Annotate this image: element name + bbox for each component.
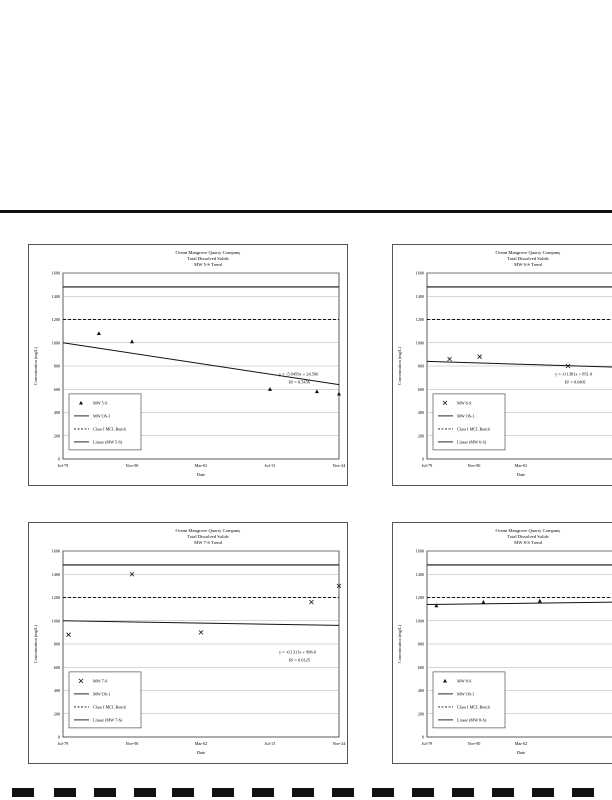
legend-label: MW OS-1 [457, 413, 475, 419]
y-tick-label: 1400 [415, 293, 424, 299]
data-point-marker [268, 387, 272, 391]
chart-mw5s [28, 244, 348, 486]
chart-mw7s [28, 522, 348, 764]
y-tick-label: 1200 [51, 317, 60, 323]
legend-label: MW 6-S [457, 400, 472, 406]
trend-r-squared: R² = 0.0491 [565, 379, 586, 385]
legend-label: Class I MCL Bench [93, 704, 127, 710]
y-tick-label: 0 [57, 456, 60, 462]
y-tick-label: 1000 [51, 340, 60, 346]
y-tick-label: 1000 [415, 340, 424, 346]
y-tick-label: 1200 [415, 317, 424, 323]
x-tick-label: Mar-02 [194, 463, 208, 468]
x-axis-label: Date [196, 472, 206, 477]
trendline [427, 602, 612, 604]
scan-edge-marks [0, 782, 612, 800]
trend-r-squared: R² = 0.0125 [289, 657, 310, 663]
legend-label: MW OS-1 [93, 691, 111, 697]
x-tick-label: Nov-24 [332, 463, 346, 468]
trend-r-squared: R² = 0.5456 [289, 379, 310, 385]
y-tick-label: 600 [53, 664, 60, 670]
data-point-marker [199, 630, 203, 634]
trend-equation: y = -5.0459x + 24,506 [279, 371, 319, 377]
trend-equation: y = -0.1311x + 996.0 [279, 649, 316, 655]
y-axis-label: Concentration (mg/L) [397, 624, 402, 664]
y-tick-label: 1400 [51, 571, 60, 577]
x-tick-label: Mar-02 [514, 463, 528, 468]
chart-subtitle: Total Dissolved Solids [187, 534, 229, 539]
y-tick-label: 200 [417, 433, 424, 439]
legend-label: Linear (MW 5-S) [93, 439, 123, 445]
x-tick-label: Nov-24 [332, 741, 346, 746]
legend-label: MW OS-1 [457, 691, 475, 697]
chart-subtitle: Total Dissolved Solids [507, 534, 549, 539]
x-tick-label: Jul-13 [264, 463, 276, 468]
y-tick-label: 400 [417, 688, 424, 694]
chart-title: Ocean Mangrove Quarry Company [495, 250, 561, 255]
trendline [63, 621, 339, 626]
x-axis-label: Date [516, 472, 526, 477]
chart-subtitle-trend: MW 6-S Trend [514, 262, 542, 267]
data-point-marker [97, 331, 101, 335]
data-point-marker [130, 339, 134, 343]
data-point-marker [67, 633, 71, 637]
y-tick-label: 0 [57, 734, 60, 740]
y-tick-label: 1600 [51, 270, 60, 276]
y-tick-label: 400 [53, 688, 60, 694]
y-tick-label: 200 [53, 433, 60, 439]
y-tick-label: 1000 [415, 618, 424, 624]
x-tick-label: Nov-90 [125, 741, 139, 746]
y-tick-label: 800 [417, 641, 424, 647]
x-tick-label: Jul-79 [57, 741, 69, 746]
legend-label: Class I MCL Bench [457, 704, 491, 710]
chart-subtitle-trend: MW 5-S Trend [194, 262, 222, 267]
x-tick-label: Jul-79 [57, 463, 69, 468]
y-tick-label: 1000 [51, 618, 60, 624]
y-tick-label: 1200 [415, 595, 424, 601]
data-point-marker [481, 600, 485, 604]
chart-mw8s [392, 522, 612, 764]
x-tick-label: Mar-02 [514, 741, 528, 746]
chart-subtitle-trend: MW 7-S Trend [194, 540, 222, 545]
y-tick-label: 800 [417, 363, 424, 369]
legend-label: MW 5-S [93, 400, 108, 406]
legend-label: Class I MCL Bench [93, 426, 127, 432]
data-point-marker [337, 392, 341, 396]
x-axis-label: Date [196, 750, 206, 755]
legend-label: Linear (MW 6-S) [457, 439, 487, 445]
legend-label: MW 8-S [457, 678, 472, 684]
x-axis-label: Date [516, 750, 526, 755]
y-tick-label: 400 [417, 410, 424, 416]
data-point-marker [309, 600, 313, 604]
chart-mw6s [392, 244, 612, 486]
data-point-marker [315, 389, 319, 393]
data-point-marker [448, 357, 452, 361]
legend-label: MW OS-1 [93, 413, 111, 419]
chart-subtitle: Total Dissolved Solids [507, 256, 549, 261]
y-tick-label: 1600 [51, 548, 60, 554]
trendline [427, 361, 612, 367]
y-tick-label: 0 [421, 734, 424, 740]
trendline [63, 343, 339, 385]
chart-title: Ocean Mangrove Quarry Company [175, 528, 241, 533]
x-tick-label: Jul-79 [421, 463, 433, 468]
y-tick-label: 600 [417, 386, 424, 392]
trend-equation: y = -0.1381x + 851.0 [555, 371, 593, 377]
chart-mw7s-svg [29, 523, 347, 763]
y-tick-label: 600 [417, 664, 424, 670]
legend-label: MW 7-S [93, 678, 108, 684]
y-tick-label: 800 [53, 363, 60, 369]
x-tick-label: Nov-90 [125, 463, 139, 468]
x-tick-label: Jul-13 [264, 741, 276, 746]
x-tick-label: Mar-02 [194, 741, 208, 746]
y-tick-label: 400 [53, 410, 60, 416]
x-tick-label: Nov-90 [467, 463, 481, 468]
page-divider-rule [0, 210, 612, 213]
legend-label: Linear (MW 7-S) [93, 717, 123, 723]
chart-mw6s-svg [393, 245, 612, 485]
x-tick-label: Jul-79 [421, 741, 433, 746]
chart-subtitle: Total Dissolved Solids [187, 256, 229, 261]
y-tick-label: 1400 [51, 293, 60, 299]
y-tick-label: 200 [53, 711, 60, 717]
data-point-marker [538, 599, 542, 603]
y-tick-label: 0 [421, 456, 424, 462]
y-tick-label: 1600 [415, 270, 424, 276]
y-tick-label: 800 [53, 641, 60, 647]
y-tick-label: 1600 [415, 548, 424, 554]
y-tick-label: 1200 [51, 595, 60, 601]
chart-mw8s-svg [393, 523, 612, 763]
legend-label: Class I MCL Bench [457, 426, 491, 432]
chart-subtitle-trend: MW 8-S Trend [514, 540, 542, 545]
y-tick-label: 1400 [415, 571, 424, 577]
y-axis-label: Concentration (mg/L) [397, 346, 402, 386]
chart-title: Ocean Mangrove Quarry Company [175, 250, 241, 255]
y-tick-label: 200 [417, 711, 424, 717]
data-point-marker [478, 355, 482, 359]
chart-title: Ocean Mangrove Quarry Company [495, 528, 561, 533]
chart-mw5s-svg [29, 245, 347, 485]
y-axis-label: Concentration (mg/L) [33, 624, 38, 664]
legend-label: Linear (MW 8-S) [457, 717, 487, 723]
y-axis-label: Concentration (mg/L) [33, 346, 38, 386]
y-tick-label: 600 [53, 386, 60, 392]
x-tick-label: Nov-90 [467, 741, 481, 746]
